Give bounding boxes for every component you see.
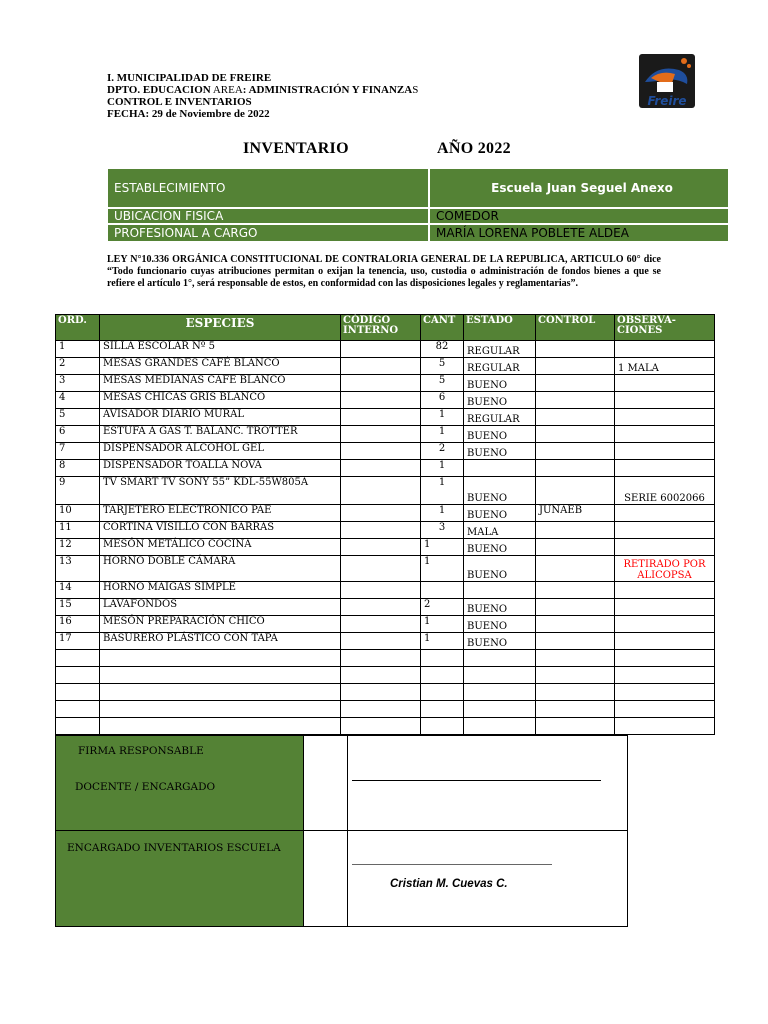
firma-label: FIRMA RESPONSABLE <box>78 745 204 757</box>
empty-cell <box>56 650 100 667</box>
empty-cell <box>341 667 421 684</box>
cell-control <box>536 358 615 375</box>
cell-cant: 1 <box>421 477 464 505</box>
cell-codigo <box>341 426 421 443</box>
empty-cell <box>615 684 715 701</box>
cell-obs <box>615 539 715 556</box>
cell-especie: MESÓN METÁLICO COCINA <box>100 539 341 556</box>
empty-cell <box>341 718 421 735</box>
cell-ord: 1 <box>56 341 100 358</box>
header-control: CONTROL <box>536 315 615 341</box>
table-row <box>56 556 715 582</box>
cell-estado: BUENO <box>464 477 536 505</box>
empty-cell <box>421 684 464 701</box>
cell-codigo <box>341 505 421 522</box>
empty-cell <box>341 684 421 701</box>
cell-codigo <box>341 375 421 392</box>
cell-codigo <box>341 358 421 375</box>
cell-codigo <box>341 582 421 599</box>
inventory-table <box>55 314 715 735</box>
date-line: FECHA: 29 de Noviembre de 2022 <box>107 108 270 120</box>
table-header-row <box>56 315 715 341</box>
cell-control <box>536 633 615 650</box>
empty-cell <box>615 701 715 718</box>
cell-estado: REGULAR <box>464 409 536 426</box>
table-row <box>56 616 715 633</box>
empty-cell <box>341 650 421 667</box>
cell-codigo <box>341 539 421 556</box>
empty-cell <box>421 667 464 684</box>
cell-especie: BASURERO PLÁSTICO CON TAPA <box>100 633 341 650</box>
cell-cant: 1 <box>421 616 464 633</box>
table-row <box>56 505 715 522</box>
empty-cell <box>100 701 341 718</box>
cell-obs <box>615 341 715 358</box>
empty-cell <box>536 718 615 735</box>
table-row <box>56 358 715 375</box>
cell-cant: 1 <box>421 460 464 477</box>
cell-estado: BUENO <box>464 426 536 443</box>
table-row <box>56 426 715 443</box>
freire-logo <box>637 52 697 110</box>
empty-cell <box>536 650 615 667</box>
cell-control <box>536 409 615 426</box>
cell-estado: BUENO <box>464 539 536 556</box>
cell-cant: 3 <box>421 522 464 539</box>
cell-codigo <box>341 616 421 633</box>
empty-table-row <box>56 684 715 701</box>
header-observaciones: OBSERVA-CIONES <box>615 315 715 341</box>
empty-cell <box>56 667 100 684</box>
empty-table-row <box>56 701 715 718</box>
cell-codigo <box>341 556 421 582</box>
table-row <box>56 443 715 460</box>
cell-especie: HORNO MAIGAS SIMPLE <box>100 582 341 599</box>
cell-obs <box>615 409 715 426</box>
cell-obs <box>615 633 715 650</box>
establishment-block <box>107 168 729 244</box>
empty-cell <box>56 684 100 701</box>
table-row <box>56 633 715 650</box>
cell-obs: RETIRADO POR ALICOPSA <box>615 556 715 582</box>
cell-obs <box>615 522 715 539</box>
empty-cell <box>464 718 536 735</box>
cell-ord: 2 <box>56 358 100 375</box>
department-line: DPTO. EDUCACION AREA: ADMINISTRACIÓN Y FINANZAS <box>107 84 419 96</box>
cell-codigo <box>341 392 421 409</box>
table-row <box>56 582 715 599</box>
empty-cell <box>536 701 615 718</box>
cell-ord: 7 <box>56 443 100 460</box>
cell-control <box>536 426 615 443</box>
cell-codigo <box>341 522 421 539</box>
cell-ord: 3 <box>56 375 100 392</box>
cell-codigo <box>341 443 421 460</box>
cell-cant: 2 <box>421 599 464 616</box>
empty-cell <box>536 667 615 684</box>
cell-estado <box>464 460 536 477</box>
cell-cant: 1 <box>421 505 464 522</box>
cell-codigo <box>341 477 421 505</box>
table-row <box>56 460 715 477</box>
cell-control <box>536 522 615 539</box>
cell-especie: MESAS MEDIANAS CAFE BLANCO <box>100 375 341 392</box>
cell-ord: 14 <box>56 582 100 599</box>
cell-especie: DISPENSADOR ALCOHOL GEL <box>100 443 341 460</box>
cell-cant: 2 <box>421 443 464 460</box>
empty-cell <box>615 667 715 684</box>
cell-control <box>536 460 615 477</box>
cell-ord: 11 <box>56 522 100 539</box>
cell-estado: REGULAR <box>464 358 536 375</box>
empty-cell <box>100 650 341 667</box>
table-row <box>56 341 715 358</box>
empty-cell <box>100 718 341 735</box>
cell-estado: BUENO <box>464 599 536 616</box>
cell-cant: 6 <box>421 392 464 409</box>
cell-ord: 9 <box>56 477 100 505</box>
signature-line-2 <box>352 864 552 865</box>
empty-cell <box>615 718 715 735</box>
cell-cant <box>421 582 464 599</box>
cell-estado: BUENO <box>464 633 536 650</box>
cell-especie: CORTINA VISILLO CON BARRAS <box>100 522 341 539</box>
cell-control <box>536 392 615 409</box>
header-especies: ESPECIES <box>100 315 341 341</box>
cell-control <box>536 599 615 616</box>
table-row <box>56 599 715 616</box>
empty-cell <box>615 650 715 667</box>
cell-ord: 12 <box>56 539 100 556</box>
cell-obs <box>615 375 715 392</box>
cell-obs <box>615 460 715 477</box>
cell-obs: 1 MALA <box>615 358 715 375</box>
empty-cell <box>100 667 341 684</box>
cell-especie: TARJETERO ELECTRONICO PAE <box>100 505 341 522</box>
encargado-label: ENCARGADO INVENTARIOS ESCUELA <box>67 842 281 854</box>
empty-table-row <box>56 667 715 684</box>
manager-label: PROFESIONAL A CARGO <box>107 224 429 242</box>
empty-table-row <box>56 650 715 667</box>
signer-name: Cristian M. Cuevas C. <box>390 878 508 890</box>
header-cant: CANT <box>421 315 464 341</box>
cell-especie: MESÓN PREPARACIÓN CHICO <box>100 616 341 633</box>
manager-value: MARÍA LORENA POBLETE ALDEA <box>429 224 729 242</box>
empty-table-row <box>56 718 715 735</box>
empty-cell <box>56 718 100 735</box>
header-ord: ORD. <box>56 315 100 341</box>
cell-estado: BUENO <box>464 556 536 582</box>
cell-especie: MESAS GRANDES CAFÉ BLANCO <box>100 358 341 375</box>
signature-spacer-cell <box>303 735 348 831</box>
cell-ord: 10 <box>56 505 100 522</box>
empty-cell <box>536 684 615 701</box>
empty-cell <box>100 684 341 701</box>
empty-cell <box>421 650 464 667</box>
cell-obs <box>615 426 715 443</box>
table-row <box>56 522 715 539</box>
control-line: CONTROL E INVENTARIOS <box>107 96 252 108</box>
table-body <box>56 341 715 735</box>
table-row <box>56 409 715 426</box>
docente-label: DOCENTE / ENCARGADO <box>75 781 216 793</box>
table-row <box>56 539 715 556</box>
cell-codigo <box>341 460 421 477</box>
cell-estado: BUENO <box>464 443 536 460</box>
cell-ord: 13 <box>56 556 100 582</box>
cell-cant: 1 <box>421 426 464 443</box>
location-value: COMEDOR <box>429 208 729 224</box>
empty-cell <box>421 701 464 718</box>
cell-control <box>536 477 615 505</box>
document-header <box>107 72 418 120</box>
table-row <box>56 375 715 392</box>
cell-cant: 5 <box>421 358 464 375</box>
cell-codigo <box>341 633 421 650</box>
cell-control: JUNAEB <box>536 505 615 522</box>
empty-cell <box>56 701 100 718</box>
cell-especie: DISPENSADOR TOALLA NOVA <box>100 460 341 477</box>
cell-obs <box>615 443 715 460</box>
cell-ord: 8 <box>56 460 100 477</box>
cell-especie: MESAS CHICAS GRIS BLANCO <box>100 392 341 409</box>
table-row <box>56 392 715 409</box>
logo-text: Freire <box>647 94 687 108</box>
empty-cell <box>464 650 536 667</box>
establishment-label: ESTABLECIMIENTO <box>107 168 429 208</box>
signature-spacer-cell-2 <box>303 830 348 927</box>
cell-ord: 6 <box>56 426 100 443</box>
cell-cant: 1 <box>421 633 464 650</box>
cell-estado: REGULAR <box>464 341 536 358</box>
cell-obs <box>615 392 715 409</box>
cell-cant: 82 <box>421 341 464 358</box>
header-codigo: CÓDIGO INTERNO <box>341 315 421 341</box>
cell-especie: ESTUFA A GAS T. BALANC. TROTTER <box>100 426 341 443</box>
cell-ord: 16 <box>56 616 100 633</box>
cell-ord: 5 <box>56 409 100 426</box>
header-estado: ESTADO <box>464 315 536 341</box>
cell-control <box>536 616 615 633</box>
cell-estado <box>464 582 536 599</box>
cell-codigo <box>341 409 421 426</box>
empty-cell <box>341 701 421 718</box>
cell-estado: BUENO <box>464 505 536 522</box>
establishment-value: Escuela Juan Seguel Anexo <box>429 168 729 208</box>
cell-obs: SERIE 6002066 <box>615 477 715 505</box>
cell-obs <box>615 505 715 522</box>
empty-cell <box>464 684 536 701</box>
cell-control <box>536 341 615 358</box>
cell-control <box>536 539 615 556</box>
cell-codigo <box>341 341 421 358</box>
cell-obs <box>615 599 715 616</box>
cell-estado: BUENO <box>464 392 536 409</box>
cell-ord: 15 <box>56 599 100 616</box>
cell-obs <box>615 582 715 599</box>
law-paragraph: LEY N°10.336 ORGÁNICA CONSTITUCIONAL DE CONTRALORIA GENERAL DE LA REPUBLICA, ARTICULO 60° dice “Todo funcionario cuyas atribuciones permitan o exijan la tenencia, uso, custodia o administración de fondos bienes a que se refiere el artículo 1°, será responsable de estos, en conformidad con las disposiciones legales y reglamentarias”. <box>107 254 661 289</box>
cell-estado: BUENO <box>464 375 536 392</box>
municipality-name: I. MUNICIPALIDAD DE FREIRE <box>107 72 272 84</box>
empty-cell <box>464 701 536 718</box>
cell-especie: AVISADOR DIARIO MURAL <box>100 409 341 426</box>
cell-especie: TV SMART TV SONY 55” KDL-55W805A <box>100 477 341 505</box>
title-year: AÑO 2022 <box>437 140 511 157</box>
cell-especie: HORNO DOBLE CÁMARA <box>100 556 341 582</box>
cell-codigo <box>341 599 421 616</box>
cell-estado: MALA <box>464 522 536 539</box>
cell-control <box>536 556 615 582</box>
cell-control <box>536 375 615 392</box>
cell-cant: 5 <box>421 375 464 392</box>
cell-control <box>536 582 615 599</box>
empty-cell <box>421 718 464 735</box>
cell-cant: 1 <box>421 409 464 426</box>
cell-obs <box>615 616 715 633</box>
location-label: UBICACION FISICA <box>107 208 429 224</box>
cell-ord: 4 <box>56 392 100 409</box>
title-inventory: INVENTARIO <box>243 140 349 157</box>
signature-cell-1 <box>347 735 628 831</box>
cell-cant: 1 <box>421 556 464 582</box>
empty-cell <box>464 667 536 684</box>
cell-control <box>536 443 615 460</box>
table-row <box>56 477 715 505</box>
cell-especie: LAVAFONDOS <box>100 599 341 616</box>
cell-especie: SILLA ESCOLAR Nº 5 <box>100 341 341 358</box>
cell-estado: BUENO <box>464 616 536 633</box>
cell-ord: 17 <box>56 633 100 650</box>
cell-cant: 1 <box>421 539 464 556</box>
signature-line-1 <box>352 780 601 781</box>
